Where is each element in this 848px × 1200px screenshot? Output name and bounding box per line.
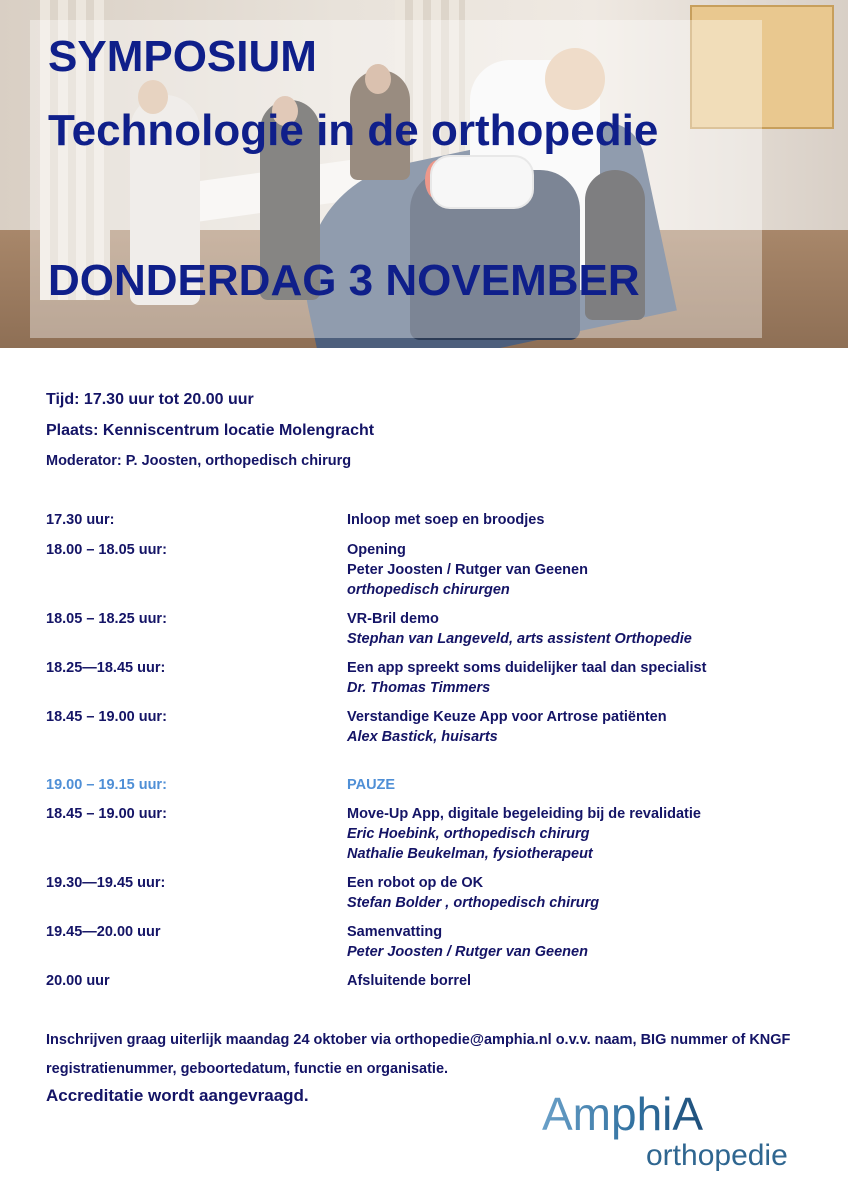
schedule-row (46, 873, 826, 913)
accreditation-text: Accreditatie wordt aangevraagd. (46, 1086, 309, 1105)
schedule-row (46, 971, 826, 991)
info-time: Tijd: 17.30 uur tot 20.00 uur (46, 391, 254, 408)
schedule-time: 18.00 – 18.05 uur: (46, 542, 167, 558)
schedule-title: Verstandige Keuze App voor Artrose patiënten (347, 709, 667, 725)
title-date: DONDERDAG 3 NOVEMBER (48, 256, 640, 305)
schedule-row (46, 658, 826, 698)
schedule-title: PAUZE (347, 777, 396, 793)
schedule-time: 18.05 – 18.25 uur: (46, 611, 167, 627)
schedule-speaker: Stephan van Langeveld, arts assistent Orthopedie (347, 631, 692, 647)
schedule-speaker: Peter Joosten / Rutger van Geenen (347, 944, 588, 960)
schedule-time: 17.30 uur: (46, 512, 115, 528)
schedule-speaker: Eric Hoebink, orthopedisch chirurg (347, 826, 590, 842)
schedule-row (46, 804, 826, 864)
info-moderator: Moderator: P. Joosten, orthopedisch chirurg (46, 453, 352, 469)
schedule-time: 19.30—19.45 uur: (46, 875, 166, 891)
schedule-time: 19.00 – 19.15 uur: (46, 777, 167, 793)
schedule (46, 510, 826, 991)
schedule-row (46, 609, 826, 649)
schedule-speaker-role: orthopedisch chirurgen (347, 582, 510, 598)
schedule-row (46, 510, 826, 530)
info-place: Plaats: Kenniscentrum locatie Molengracht (46, 422, 375, 439)
schedule-time: 18.25—18.45 uur: (46, 660, 166, 676)
schedule-speaker: Stefan Bolder , orthopedisch chirurg (347, 895, 600, 911)
schedule-title: Een robot op de OK (347, 875, 484, 891)
schedule-title: Samenvatting (347, 924, 443, 940)
logo-department: orthopedie (646, 1139, 788, 1172)
schedule-row-pause (46, 775, 826, 795)
schedule-title: Move-Up App, digitale begeleiding bij de revalidatie (347, 806, 701, 822)
schedule-time: 19.45—20.00 uur (46, 924, 161, 940)
schedule-row (46, 540, 826, 600)
logo-brand: AmphiA (542, 1088, 704, 1140)
schedule-title: Opening (347, 542, 406, 558)
schedule-title: Inloop met soep en broodjes (347, 512, 545, 528)
schedule-time: 18.45 – 19.00 uur: (46, 806, 167, 822)
schedule-title: VR-Bril demo (347, 611, 439, 627)
title-symposium: SYMPOSIUM (48, 32, 317, 81)
schedule-row (46, 922, 826, 962)
amphia-orthopedie-logo (540, 1086, 830, 1181)
schedule-title: Afsluitende borrel (347, 973, 472, 989)
schedule-speaker: Dr. Thomas Timmers (347, 680, 491, 696)
schedule-title: Een app spreekt soms duidelijker taal dan specialist (347, 660, 707, 676)
schedule-speaker: Nathalie Beukelman, fysiotherapeut (347, 846, 593, 862)
schedule-row (46, 707, 826, 747)
schedule-time: 20.00 uur (46, 973, 110, 989)
schedule-speakers: Peter Joosten / Rutger van Geenen (347, 562, 588, 578)
schedule-time: 18.45 – 19.00 uur: (46, 709, 167, 725)
schedule-speaker: Alex Bastick, huisarts (347, 729, 498, 745)
title-subject: Technologie in de orthopedie (48, 106, 659, 155)
registration-text: Inschrijven graag uiterlijk maandag 24 oktober via orthopedie@amphia.nl o.v.v. naam, BIG nummer of KNGF registratienummer, geboortedatum, functie en organisatie. (46, 1032, 791, 1077)
